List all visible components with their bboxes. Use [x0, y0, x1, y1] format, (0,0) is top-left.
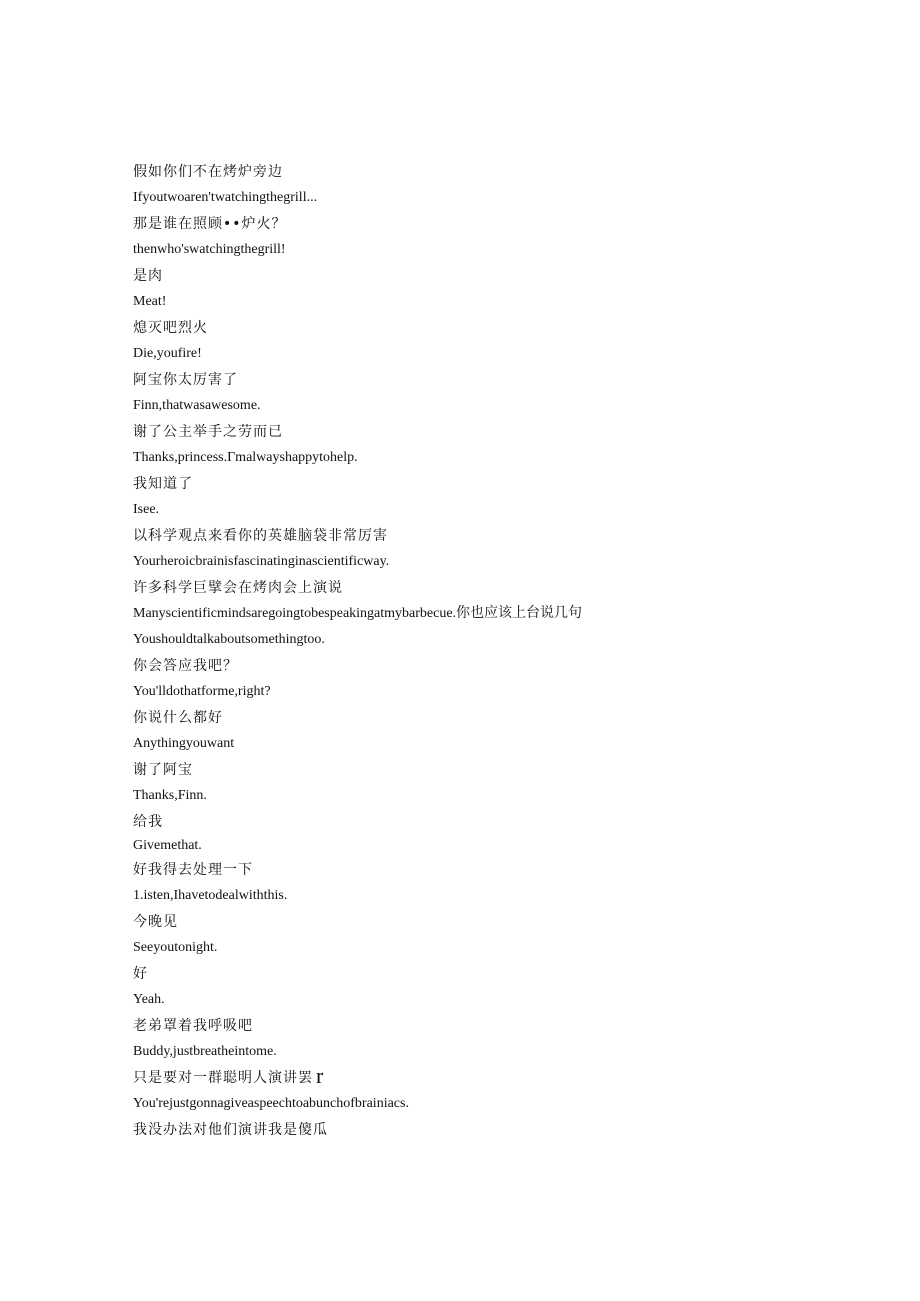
subtitle-line-en: Die,youfire! [133, 346, 202, 361]
subtitle-line-zh: 许多科学巨擘会在烤肉会上演说 [133, 580, 343, 596]
subtitle-line-zh: 阿宝你太厉害了 [133, 372, 238, 388]
subtitle-line-zh: 谢了阿宝 [133, 762, 193, 778]
subtitle-line-zh [133, 1065, 873, 1091]
subtitle-line-zh: 好我得去处理一下 [133, 862, 253, 878]
subtitle-line-zh: 假如你们不在烤炉旁边 [133, 164, 283, 180]
subtitle-line-zh: 你会答应我吧？ [133, 658, 238, 674]
subtitle-line-zh: 熄灭吧烈火 [133, 320, 208, 336]
subtitle-line-zh-text: 只是要对一群聪明人演讲罢 [133, 1070, 313, 1086]
subtitle-line-en: Buddy,justbreatheintome. [133, 1044, 277, 1059]
subtitle-line-en: Anythingyouwant [133, 736, 235, 751]
subtitle-line-zh: 是肉 [133, 268, 163, 284]
subtitle-line-en: thenwho'swatchingthegrill! [133, 242, 286, 257]
subtitle-line-zh: 今晚见 [133, 914, 178, 930]
subtitle-line-zh: 给我 [133, 814, 163, 830]
subtitle-line-en: Finn,thatwasawesome. [133, 398, 261, 413]
subtitle-line-zh: 我知道了 [133, 476, 193, 492]
subtitle-line-en: Yourheroicbrainisfascinatinginascientificway. [133, 554, 390, 569]
subtitle-line-en: Isee. [133, 502, 160, 517]
subtitle-line-en: You'lldothatforme,right? [133, 684, 271, 699]
subtitle-line-en: Thanks,Finn. [133, 788, 207, 803]
subtitle-line-en: Seeyoutonight. [133, 940, 218, 955]
subtitle-line-zh: 你说什么都好 [133, 710, 223, 726]
subtitle-line-zh: 以科学观点来看你的英雄脑袋非常厉害 [133, 528, 388, 544]
stray-glyph: r [316, 1063, 325, 1088]
subtitle-text-block [133, 159, 873, 1143]
subtitle-line-en: Youshouldtalkaboutsomethingtoo. [133, 632, 325, 647]
subtitle-line-en: Yeah. [133, 992, 165, 1007]
subtitle-line-en: Meat! [133, 294, 167, 309]
subtitle-line-zh: 好 [133, 966, 148, 982]
subtitle-line-zh: 老弟罩着我呼吸吧 [133, 1018, 253, 1034]
subtitle-line-zh: 我没办法对他们演讲我是傻瓜 [133, 1122, 328, 1138]
subtitle-line-en: You'rejustgonnagiveaspeechtoabunchofbrainiacs. [133, 1096, 409, 1111]
subtitle-line-en: Givemethat. [133, 838, 202, 853]
subtitle-line-mixed: Manyscientificmindsaregoingtobespeakingatmybarbecue.你也应该上台说几句 [133, 606, 583, 621]
subtitle-line-zh: 谢了公主举手之劳而已 [133, 424, 283, 440]
subtitle-line-zh: 那是谁在照顾••炉火？ [133, 216, 287, 232]
subtitle-line-en: Ifyoutwoaren'twatchingthegrill... [133, 190, 318, 205]
subtitle-line-en: 1.isten,Ihavetodealwiththis. [133, 888, 288, 903]
subtitle-line-en: Thanks,princess.Γmalwayshappytohelp. [133, 450, 358, 465]
